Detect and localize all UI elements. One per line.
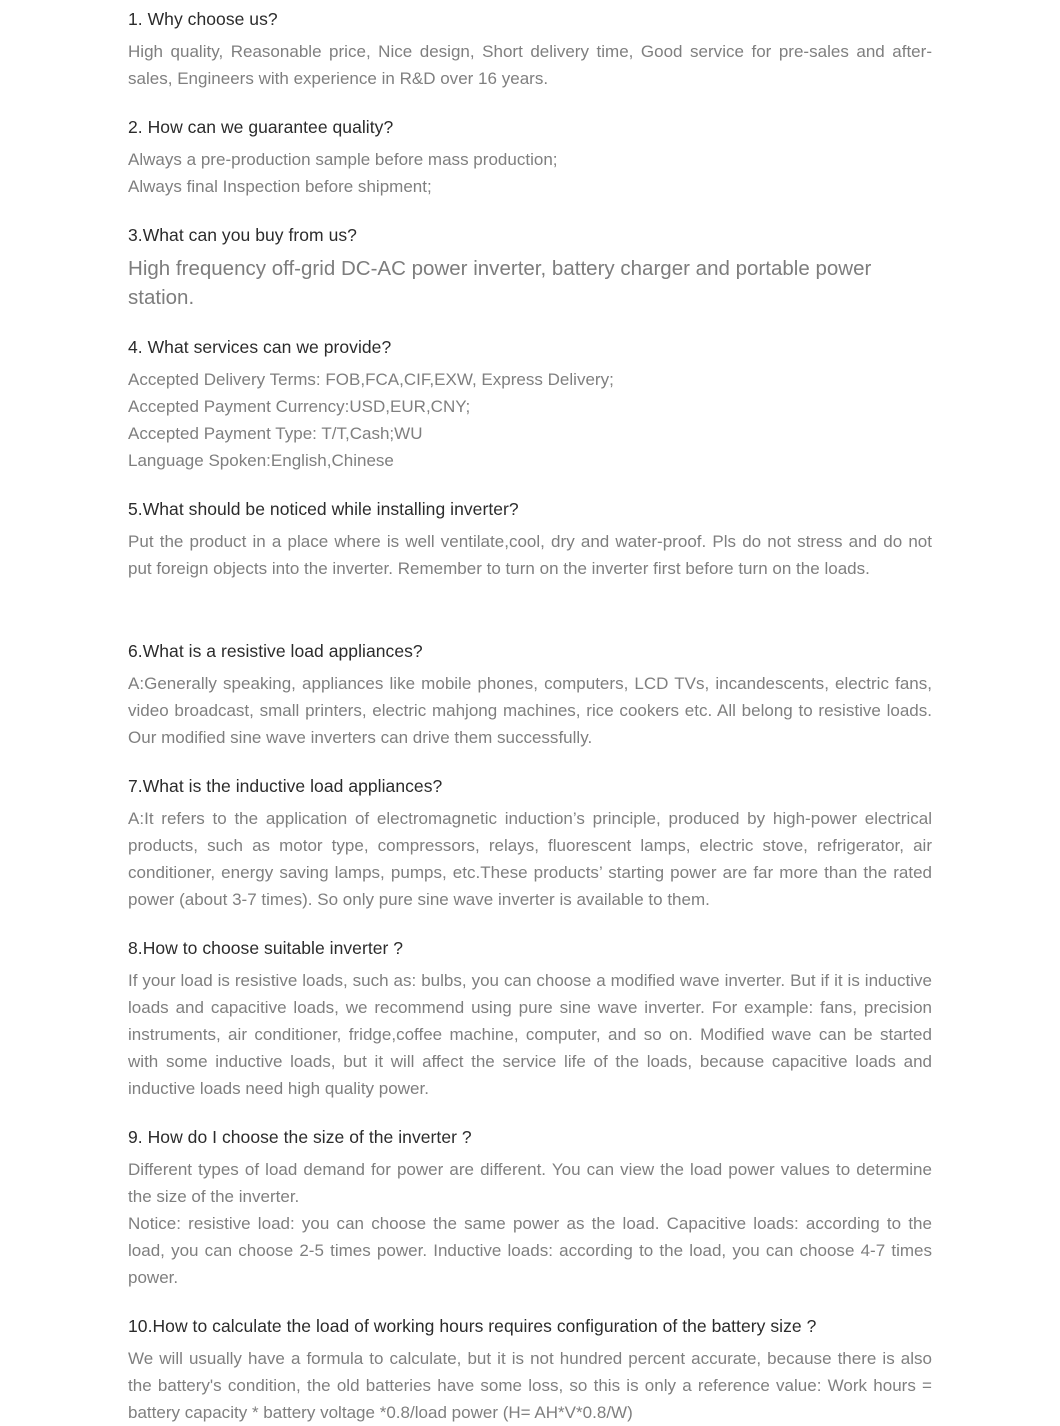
faq-answer-1-line-1: High quality, Reasonable price, Nice design, Short delivery time, Good service for pre-sales and after-sales, Engineers with experience in R&D over 16 years. bbox=[128, 42, 932, 88]
faq-answer-3-line-1: High frequency off-grid DC-AC power inverter, battery charger and portable power station. bbox=[128, 257, 872, 309]
faq-answer-9-line-1: Different types of load demand for power are different. You can view the load power values to determine the size of the inverter. bbox=[128, 1160, 932, 1206]
faq-section-2 bbox=[128, 114, 932, 200]
faq-section-3 bbox=[128, 222, 932, 312]
faq-answer-7-line-1: A:It refers to the application of electromagnetic induction’s principle, produced by high-power electrical products, such as motor type, compressors, relays, fluorescent lamps, electric stove, refrigerator, air conditioner, energy saving lamps, pumps, etc.These products’ starting power are far more than the rated power (about 3-7 times). So only pure sine wave inverter is available to them. bbox=[128, 809, 932, 909]
faq-section-6 bbox=[128, 638, 932, 751]
faq-answer-4-line-1: Accepted Delivery Terms: FOB,FCA,CIF,EXW, Express Delivery; bbox=[128, 370, 614, 389]
faq-section-1 bbox=[128, 6, 932, 92]
faq-answer-2-line-1: Always a pre-production sample before mass production; bbox=[128, 150, 558, 169]
faq-question-7: 7.What is the inductive load appliances? bbox=[128, 776, 443, 796]
faq-answer-8-line-1: If your load is resistive loads, such as: bulbs, you can choose a modified wave inverter. But if it is inductive loads and capacitive loads, we recommend using pure sine wave inverter. For example: fans, precision instruments, air conditioner, fridge,coffee machine, computer, and so on. Modified wave can be started with some inductive loads, but it will affect the service life of the loads, because capacitive loads and inductive loads need high quality power. bbox=[128, 971, 932, 1098]
faq-section-4 bbox=[128, 334, 932, 474]
faq-section-7 bbox=[128, 773, 932, 913]
faq-question-8: 8.How to choose suitable inverter ? bbox=[128, 938, 404, 958]
faq-answer-4-line-4: Language Spoken:English,Chinese bbox=[128, 451, 394, 470]
faq-question-2: 2. How can we guarantee quality? bbox=[128, 117, 394, 137]
faq-section-10 bbox=[128, 1313, 932, 1426]
faq-answer-10-line-1: We will usually have a formula to calculate, but it is not hundred percent accurate, because there is also the battery's condition, the old batteries have some loss, so this is only a reference value: Work hours = battery capacity * battery voltage *0.8/load power (H= AH*V*0.8/W) bbox=[128, 1349, 932, 1422]
faq-answer-9-line-2: Notice: resistive load: you can choose the same power as the load. Capacitive loads: according to the load, you can choose 2-5 times power. Inductive loads: according to the load, you can choose 4-7 times power. bbox=[128, 1214, 932, 1287]
faq-answer-4-line-2: Accepted Payment Currency:USD,EUR,CNY; bbox=[128, 397, 471, 416]
faq-question-1: 1. Why choose us? bbox=[128, 9, 278, 29]
faq-section-9 bbox=[128, 1124, 932, 1291]
faq-answer-4-line-3: Accepted Payment Type: T/T,Cash;WU bbox=[128, 424, 423, 443]
faq-question-9: 9. How do I choose the size of the inverter ? bbox=[128, 1127, 472, 1147]
faq-section-8 bbox=[128, 935, 932, 1102]
faq-answer-6-line-1: A:Generally speaking, appliances like mobile phones, computers, LCD TVs, incandescents, electric fans, video broadcast, small printers, electric mahjong machines, rice cookers etc. All belong to resistive loads. Our modified sine wave inverters can drive them successfully. bbox=[128, 674, 932, 747]
faq-question-5: 5.What should be noticed while installing inverter? bbox=[128, 499, 519, 519]
faq-section-5 bbox=[128, 496, 932, 582]
faq-answer-2-line-2: Always final Inspection before shipment; bbox=[128, 177, 432, 196]
faq-answer-5-line-1: Put the product in a place where is well ventilate,cool, dry and water-proof. Pls do not stress and do not put foreign objects into the inverter. Remember to turn on the inverter first before turn on the loads. bbox=[128, 532, 932, 578]
faq-question-3: 3.What can you buy from us? bbox=[128, 225, 357, 245]
faq-question-10: 10.How to calculate the load of working hours requires configuration of the battery size ? bbox=[128, 1316, 817, 1336]
faq-question-6: 6.What is a resistive load appliances? bbox=[128, 641, 423, 661]
faq-question-4: 4. What services can we provide? bbox=[128, 337, 392, 357]
